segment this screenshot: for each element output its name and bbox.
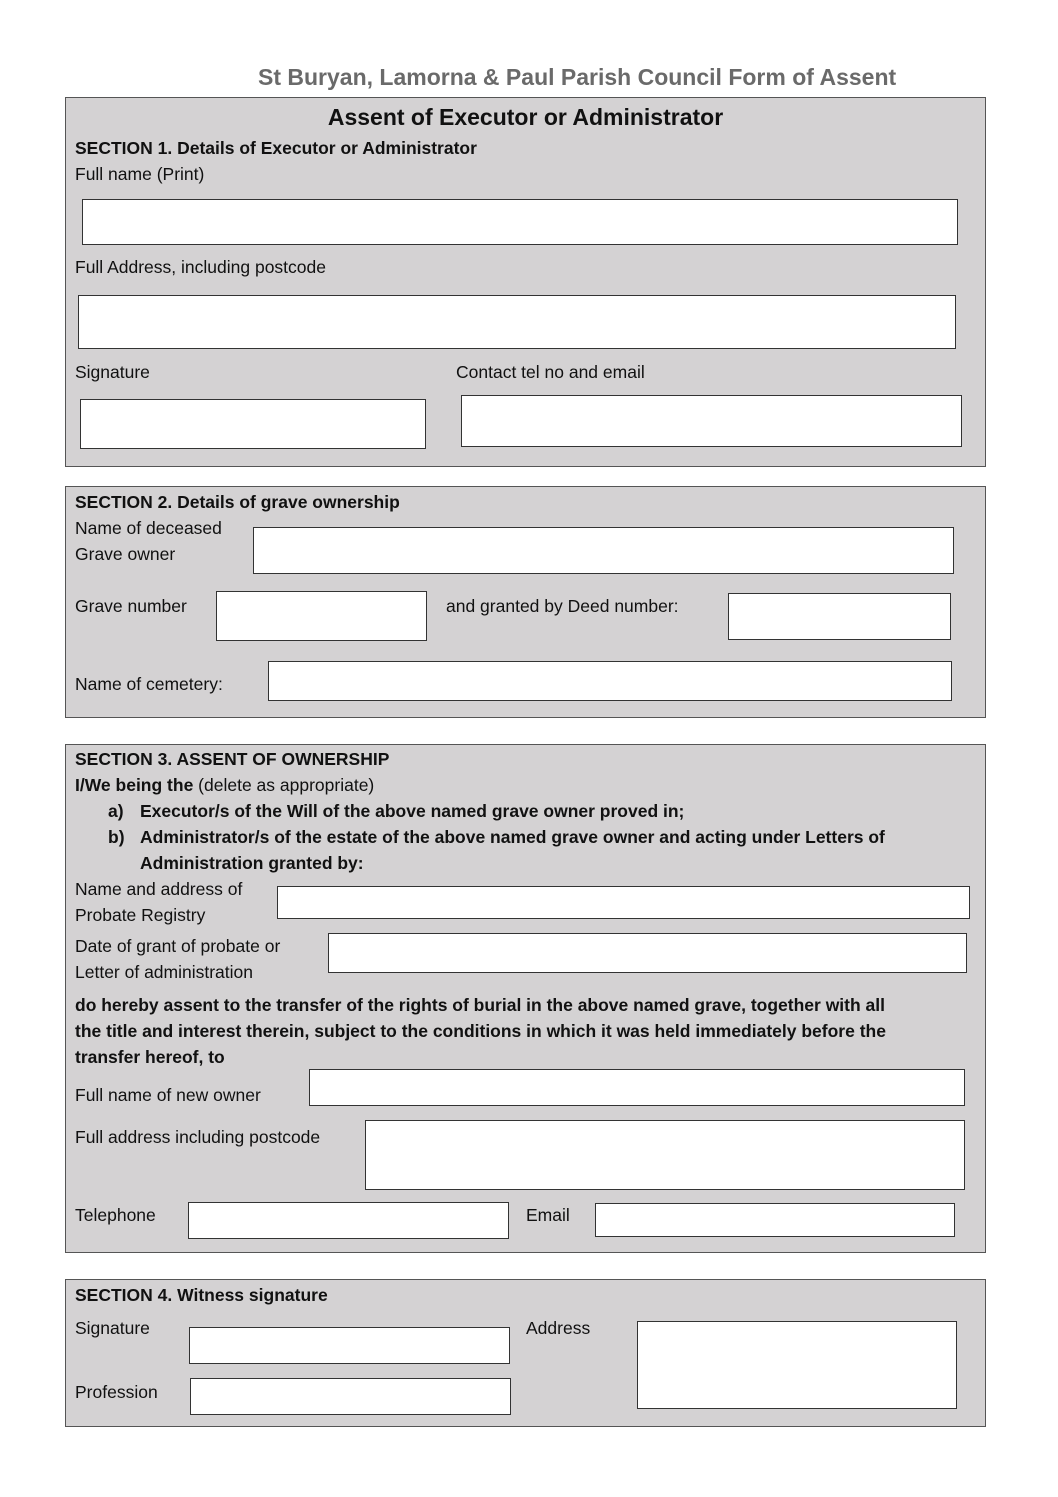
registry-label-line1: Name and address of [75, 879, 243, 899]
section-3-heading: SECTION 3. ASSENT OF OWNERSHIP [75, 749, 390, 769]
signature-label: Signature [75, 362, 150, 382]
section-4-panel [65, 1279, 986, 1427]
option-a-marker: a) [108, 801, 124, 821]
section-2-heading: SECTION 2. Details of grave ownership [75, 492, 400, 512]
grant-date-label-line1: Date of grant of probate or [75, 936, 281, 956]
deed-number-label: and granted by Deed number: [446, 596, 679, 616]
signature-field[interactable] [80, 399, 426, 449]
section-1-panel [65, 97, 986, 467]
grant-date-field[interactable] [328, 933, 967, 973]
cemetery-field[interactable] [268, 661, 952, 701]
witness-address-field[interactable] [637, 1321, 957, 1409]
witness-address-label: Address [526, 1318, 591, 1338]
section-3-panel [65, 744, 986, 1253]
deceased-label-line2: Grave owner [75, 544, 176, 564]
full-name-field[interactable] [82, 199, 958, 245]
form-title: Assent of Executor or Administrator [327, 104, 724, 130]
assent-line-2: the title and interest therein, subject to the conditions in which it was held immediately before the [75, 1021, 886, 1041]
new-address-field[interactable] [365, 1120, 965, 1190]
witness-signature-label: Signature [75, 1318, 150, 1338]
registry-label-line2: Probate Registry [75, 905, 206, 925]
option-a-text: Executor/s of the Will of the above named grave owner proved in; [140, 801, 685, 821]
intro-line [75, 772, 374, 798]
assent-line-3: transfer hereof, to [75, 1047, 225, 1067]
section-2-panel [65, 486, 986, 718]
full-name-label: Full name (Print) [75, 164, 205, 184]
option-b-marker: b) [108, 827, 125, 847]
new-address-label: Full address including postcode [75, 1127, 321, 1147]
assent-line-1: do hereby assent to the transfer of the rights of burial in the above named grave, together with all [75, 995, 885, 1015]
intro-note-text: (delete as appropriate) [198, 775, 375, 795]
telephone-label: Telephone [75, 1205, 156, 1225]
page-header-title: St Buryan, Lamorna & Paul Parish Council Form of Assent [258, 64, 897, 90]
cemetery-label: Name of cemetery: [75, 674, 223, 694]
grave-number-field[interactable] [216, 591, 427, 641]
deed-number-field[interactable] [728, 593, 951, 640]
email-field[interactable] [595, 1203, 955, 1237]
section-4-heading: SECTION 4. Witness signature [75, 1285, 328, 1305]
option-b-text-line2: Administration granted by: [140, 853, 364, 873]
new-owner-field[interactable] [309, 1069, 965, 1106]
deceased-label-line1: Name of deceased [75, 518, 222, 538]
probate-registry-field[interactable] [277, 886, 970, 919]
witness-profession-field[interactable] [190, 1378, 511, 1415]
intro-bold-text: I/We being the [75, 775, 194, 795]
telephone-field[interactable] [188, 1202, 509, 1239]
witness-signature-field[interactable] [189, 1327, 510, 1364]
deceased-owner-field[interactable] [253, 527, 954, 574]
contact-field[interactable] [461, 395, 962, 447]
grant-date-label-line2: Letter of administration [75, 962, 254, 982]
contact-label: Contact tel no and email [456, 362, 645, 382]
witness-profession-label: Profession [75, 1382, 158, 1402]
new-owner-label: Full name of new owner [75, 1085, 261, 1105]
option-b-text: Administrator/s of the estate of the above named grave owner and acting under Letters of [140, 827, 885, 847]
full-address-label: Full Address, including postcode [75, 257, 326, 277]
email-label: Email [526, 1205, 570, 1225]
section-1-heading: SECTION 1. Details of Executor or Administrator [75, 138, 477, 158]
grave-number-label: Grave number [75, 596, 187, 616]
full-address-field[interactable] [78, 295, 956, 349]
